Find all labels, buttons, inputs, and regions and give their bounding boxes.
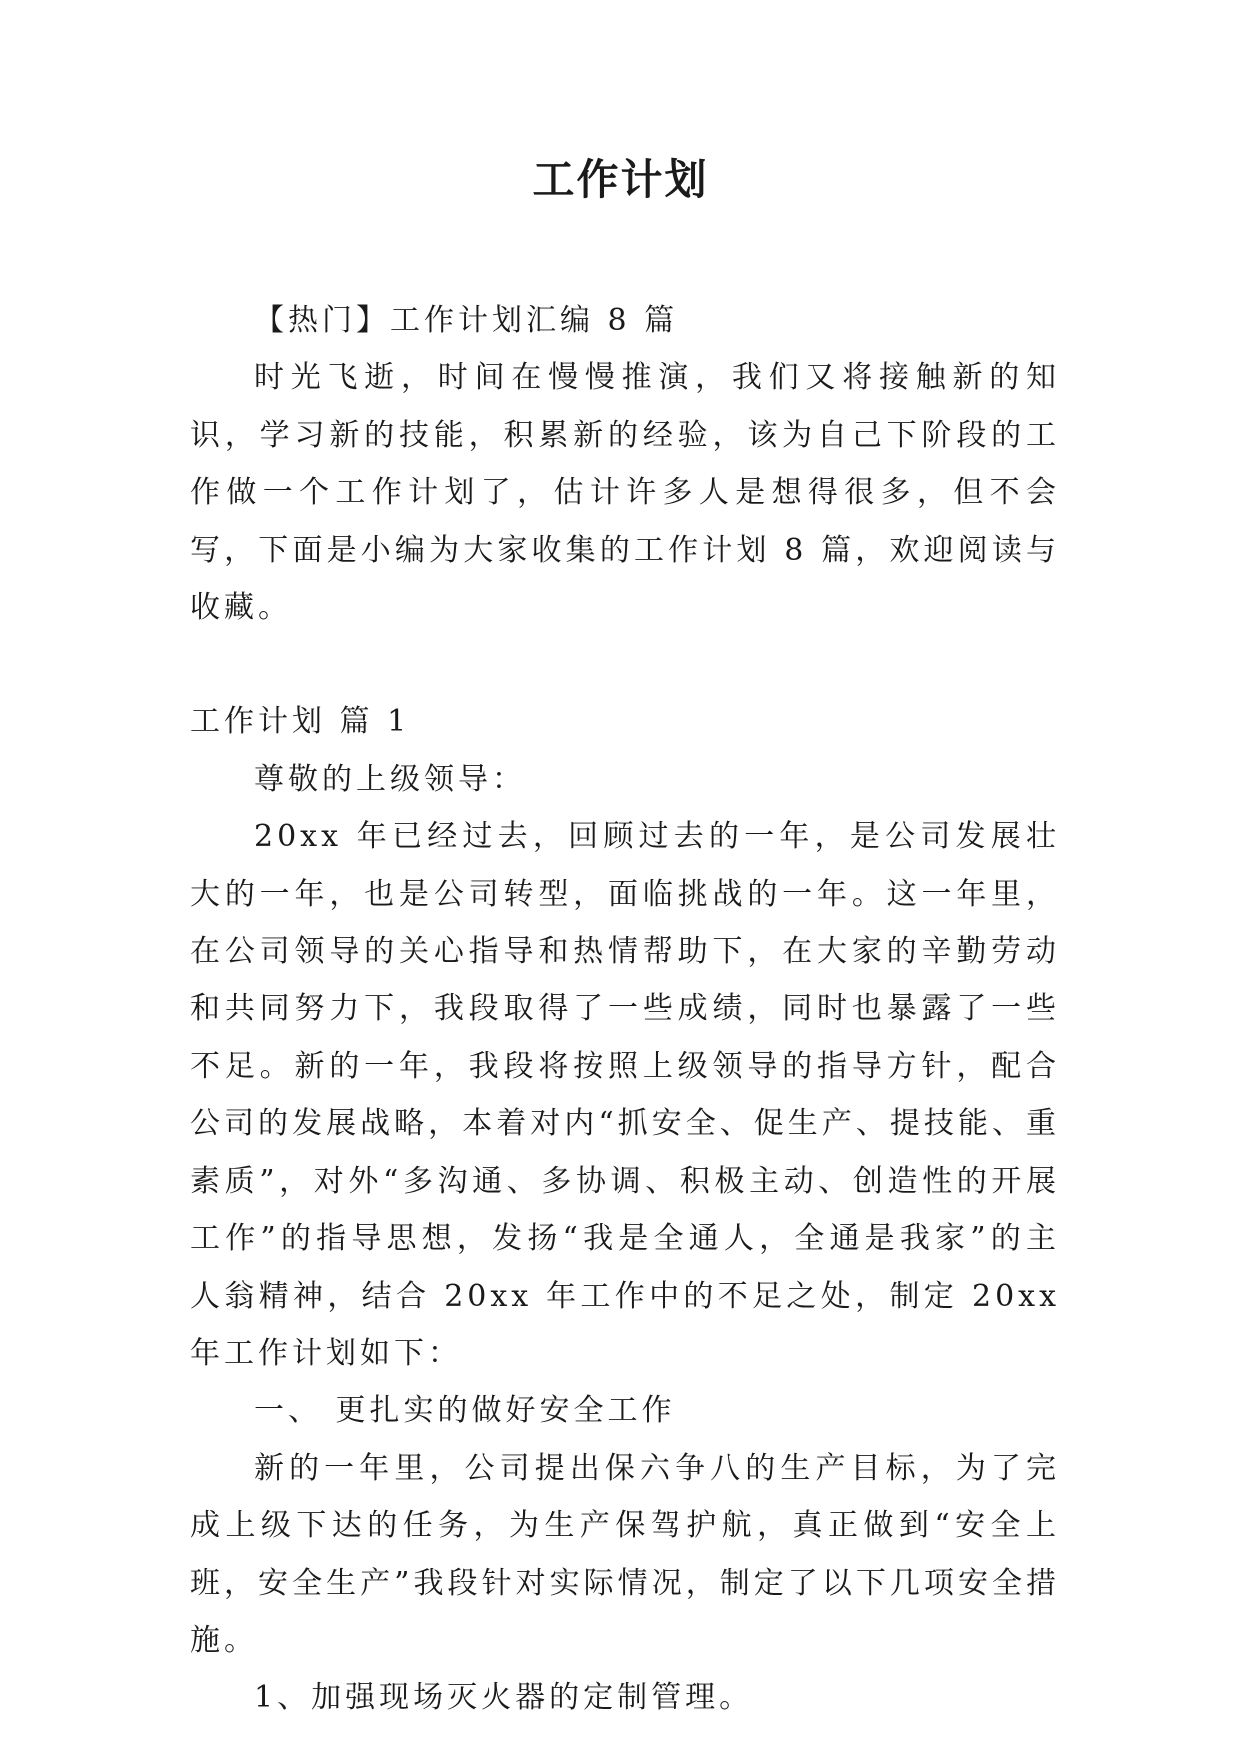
paragraph-1: 20xx 年已经过去，回顾过去的一年，是公司发展壮大的一年，也是公司转型，面临挑战的一年。这一年里，在公司领导的关心指导和热情帮助下，在大家的辛勤劳动和共同努力下，我段取得了一些成绩，同时也暴露了一些不足。新的一年，我段将按照上级领导的指导方针，配合公司的发展战略，本着对内“抓安全、促生产、提技能、重素质”，对外“多沟通、多协调、积极主动、创造性的开展工作”的指导思想，发扬“我是全通人，全通是我家”的主人翁精神，结合 20xx 年工作中的不足之处，制定 20xx 年工作计划如下：	[190, 819, 1060, 1371]
intro-heading: 【热门】工作计划汇编 8 篇	[254, 303, 679, 338]
heading-1: 一、 更扎实的做好安全工作	[254, 1393, 676, 1429]
document-body	[190, 292, 1060, 1727]
salutation: 尊敬的上级领导：	[254, 761, 526, 797]
paragraph-gap	[190, 636, 1060, 693]
item-1: 1、加强现场灭火器的定制管理。	[254, 1680, 754, 1716]
paragraph-2: 新的一年里，公司提出保六争八的生产目标，为了完成上级下达的任务，为生产保驾护航，真正做到“安全上班，安全生产”我段针对实际情况，制定了以下几项安全措施。	[190, 1450, 1060, 1658]
intro-paragraph: 时光飞逝，时间在慢慢推演，我们又将接触新的知识，学习新的技能，积累新的经验，该为自己下阶段的工作做一个工作计划了，估计许多人是想得很多，但不会写，下面是小编为大家收集的工作计划 8 篇，欢迎阅读与收藏。	[190, 360, 1060, 626]
document-title: 工作计划	[532, 155, 709, 204]
section-title: 工作计划 篇 1	[190, 704, 411, 740]
